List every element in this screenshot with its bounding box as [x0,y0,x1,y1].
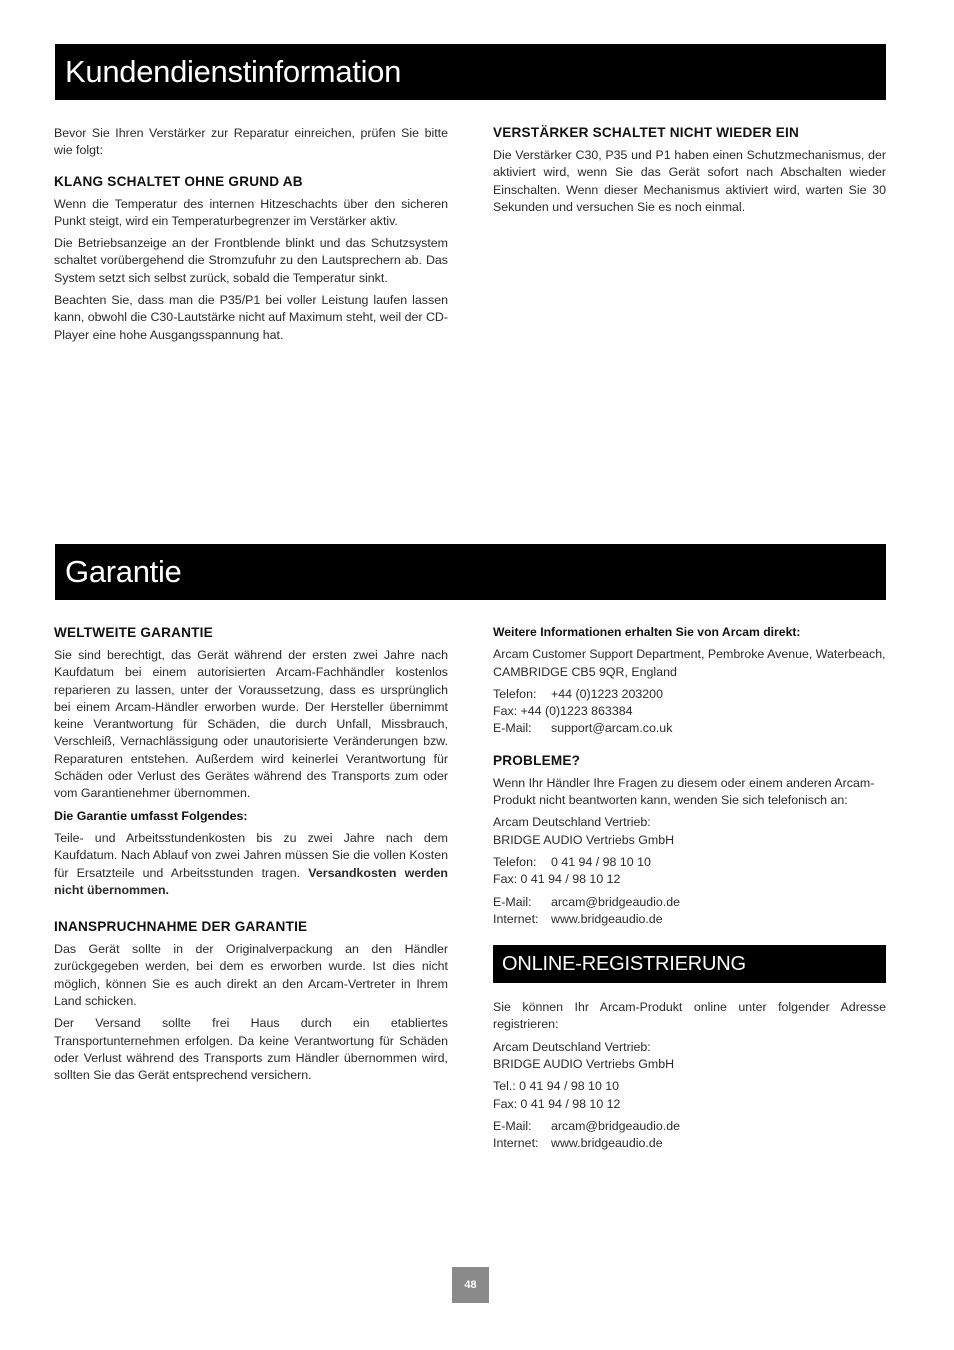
de-web-label: Internet: [493,911,539,926]
registration-email-row [493,1118,886,1135]
warranty-left-column [54,624,448,1090]
phone-label: Telefon: [493,686,537,701]
warranty-claim-paragraph-1: Das Gerät sollte in der Originalverpackung an den Händler zurückgegeben werden, bei dem es erworben wurde. Ist dies nicht möglich, können Sie es auch direkt an den Arcam-Vertreter in Ihrem Land schicken. [54,942,448,1009]
warranty-includes-paragraph [54,830,448,899]
email-label: E-Mail: [493,721,532,736]
amp-restart-paragraph: Die Verstärker C30, P35 und P1 haben einen Schutzmechanismus, der aktiviert wird, wenn Sie das Gerät sofort nach Abschalten wieder Einschalten. Wenn dieser Mechanismus aktiviert wird, warten Sie 30 Sekunden und versuchen Sie es noch einmal. [493,148,886,214]
sound-cutout-paragraph-1: Wenn die Temperatur des internen Hitzeschachts über den sicheren Punkt steigt, wird ein Temperaturbegrenzer im Verstärker aktiv. [54,196,448,228]
de-phone-row [493,854,886,871]
registration-web-row [493,1135,886,1152]
de-web-row [493,911,886,928]
worldwide-warranty-heading: WELTWEITE GARANTIE [54,625,213,640]
service-section-title: Kundendienstinformation [55,44,886,100]
de-phone-label: Telefon: [493,854,537,869]
warranty-includes-text: Teile- und Arbeitsstundenkosten bis zu zwei Jahre nach dem Kaufdatum. Nach Ablauf von zwei Jahren müssen Sie die vollen Kosten für Ersatzteile und Arbeitsstunden tragen. [54,830,448,880]
registration-fax: Fax: 0 41 94 / 98 10 12 [493,1096,621,1111]
registration-intro: Sie können Ihr Arcam-Produkt online unter folgender Adresse registrieren: [493,1000,886,1032]
service-left-column [54,125,448,349]
more-info-heading: Weitere Informationen erhalten Sie von Arcam direkt: [493,625,801,639]
warranty-claim-paragraph-2: Der Versand sollte frei Haus durch ein etabliertes Transportunternehmen erfolgen. Da keine Verantwortung für Schäden oder Verlust während des Transports zum Händler übernommen wird, sollten Sie das Gerät entsprechend versichern. [54,1016,448,1083]
service-right-column [493,124,886,221]
registration-website[interactable]: www.bridgeaudio.de [551,1136,663,1151]
registration-distributor-line-1: Arcam Deutschland Vertrieb: [493,1039,651,1054]
page-number: 48 [452,1267,489,1303]
de-distributor-line-2: BRIDGE AUDIO Vertriebs GmbH [493,832,675,847]
warranty-claim-heading: INANSPRUCHNAHME DER GARANTIE [54,919,308,935]
sound-cutout-heading: KLANG SCHALTET OHNE GRUND AB [54,173,303,189]
de-email-row [493,894,886,911]
arcam-email-row [493,720,886,737]
amp-restart-heading: VERSTÄRKER SCHALTET NICHT WIEDER EIN [493,125,800,140]
warranty-right-column [493,624,886,1153]
registration-phone: Tel.: 0 41 94 / 98 10 10 [493,1079,620,1094]
problems-paragraph: Wenn Ihr Händler Ihre Fragen zu diesem oder einem anderen Arcam-Produkt nicht beantworten kann, wenden Sie sich telefonisch an: [493,775,875,808]
shipping-costs-note: Versandkosten werden nicht übernommen. [54,865,448,897]
arcam-fax: Fax: +44 (0)1223 863384 [493,704,633,719]
online-registration-title: ONLINE-REGISTRIERUNG [493,945,886,983]
registration-email[interactable]: arcam@bridgeaudio.de [551,1118,680,1133]
arcam-address: Arcam Customer Support Department, Pembroke Avenue, Waterbeach, CAMBRIDGE CB5 9QR, England [493,647,886,679]
registration-distributor-line-2: BRIDGE AUDIO Vertriebs GmbH [493,1057,675,1072]
de-email[interactable]: arcam@bridgeaudio.de [551,894,680,909]
registration-email-label: E-Mail: [493,1118,532,1133]
warranty-section-title: Garantie [55,544,886,600]
registration-web-label: Internet: [493,1136,539,1151]
service-intro: Bevor Sie Ihren Verstärker zur Reparatur einreichen, prüfen Sie bitte wie folgt: [54,126,448,158]
de-fax: Fax: 0 41 94 / 98 10 12 [493,872,621,887]
problems-heading: PROBLEME? [493,752,581,768]
warranty-includes-heading: Die Garantie umfasst Folgendes: [54,808,248,823]
de-distributor-line-1: Arcam Deutschland Vertrieb: [493,815,651,830]
arcam-email[interactable]: support@arcam.co.uk [551,721,673,736]
arcam-phone: +44 (0)1223 203200 [551,686,663,701]
de-phone: 0 41 94 / 98 10 10 [551,854,651,869]
sound-cutout-paragraph-2: Die Betriebsanzeige an der Frontblende blinkt und das Schutzsystem schaltet vorübergehend die Stromzufuhr zu den Lautsprechern ab. Das System setzt sich selbst zurück, sobald die Temperatur sinkt. [54,236,448,285]
de-website[interactable]: www.bridgeaudio.de [551,911,663,926]
worldwide-warranty-paragraph: Sie sind berechtigt, das Gerät während der ersten zwei Jahre nach Kaufdatum bei einem autorisierten Arcam-Fachhändler kostenlos reparieren zu lassen, unter der Voraussetzung, dass es ursprünglich bei einem Arcam-Händler erworben wurde. Der Hersteller übernimmt keine Verantwortung für Schäden, die durch Unfall, Missbrauch, Verschleiß, Vernachlässigung oder unautorisierte Veränderungen bzw. Reparaturen entstehen. Außerdem wird keinerlei Verantwortung für Schäden oder Verlust des Gerätes während des Transports zum oder vom Garantienehmer übernommen. [54,648,448,801]
de-email-label: E-Mail: [493,894,532,909]
arcam-phone-row [493,686,886,703]
sound-cutout-paragraph-3: Beachten Sie, dass man die P35/P1 bei voller Leistung laufen lassen kann, obwohl die C30-Lautstärke nicht auf Maximum steht, weil der CD-Player eine hohe Ausgangsspannung hat. [54,293,448,342]
